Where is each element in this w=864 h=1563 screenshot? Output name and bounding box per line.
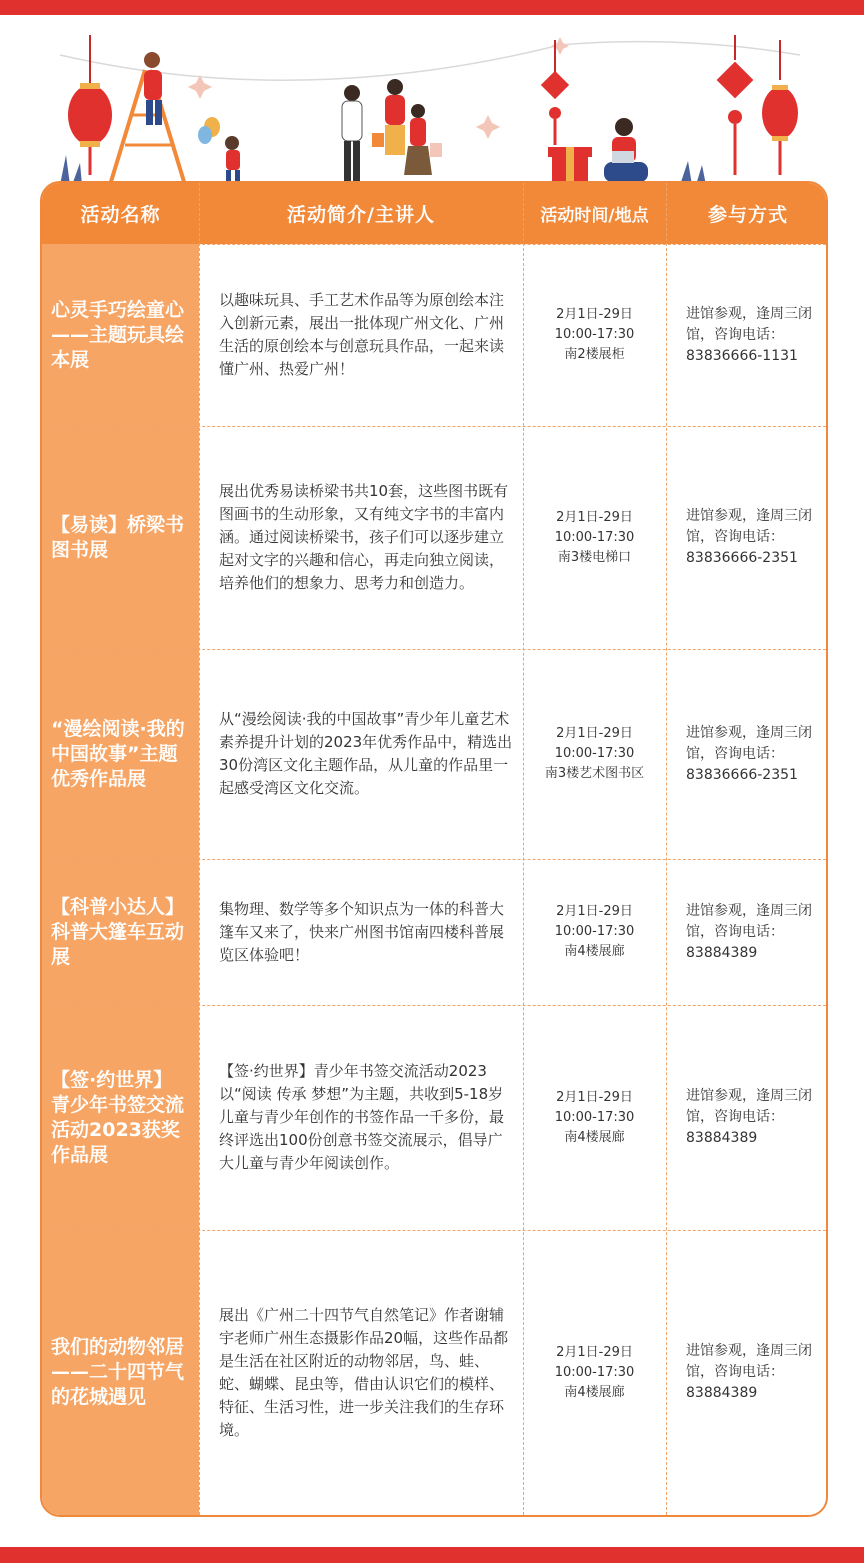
red-lantern-icon — [68, 35, 112, 175]
header-time: 活动时间/地点 — [540, 206, 649, 226]
activity-time: 10:00-17:30 — [554, 1109, 635, 1125]
activity-time: 10:00-17:30 — [554, 1364, 635, 1380]
top-red-bar — [0, 0, 864, 15]
child-illustration — [225, 136, 240, 185]
activity-place: 南4楼展廊 — [564, 1384, 625, 1400]
family-shopping-illustration — [342, 79, 442, 181]
activity-place: 南2楼展柜 — [564, 347, 625, 362]
activity-name: 我们的动物邻居——二十四节气的花城遇见 — [51, 1336, 185, 1408]
activity-date: 2月1日-29日 — [556, 904, 633, 919]
ladder-person-illustration — [110, 52, 185, 185]
table-row — [42, 244, 826, 426]
activity-time-place — [523, 1005, 666, 1230]
table-row — [42, 649, 826, 859]
activity-join: 进馆参观，逢周三闭馆，咨询电话：83836666-2351 — [686, 724, 812, 783]
activity-table — [40, 181, 828, 1517]
activity-time-place — [523, 1230, 666, 1515]
activity-time: 10:00-17:30 — [554, 924, 635, 939]
activity-desc: 从“漫绘阅读·我的中国故事”青少年儿童艺术素养提升计划的2023年优秀作品中，精选出30份湾区文化主题作品，从儿童的作品里一起感受湾区文化交流。 — [219, 710, 513, 797]
activity-date: 2月1日-29日 — [556, 1089, 633, 1105]
activity-join: 进馆参观，逢周三闭馆，咨询电话：83884389 — [686, 1088, 812, 1146]
activity-time-place — [523, 244, 666, 426]
activity-time-place — [523, 649, 666, 859]
activity-place: 南3楼艺术图书区 — [544, 766, 645, 781]
activity-time: 10:00-17:30 — [554, 327, 635, 342]
bottom-red-bar — [0, 1547, 864, 1563]
activity-name: 【易读】桥梁书图书展 — [51, 513, 185, 561]
activity-time-place — [523, 426, 666, 649]
sparkle-icon — [188, 37, 569, 139]
person-laptop-illustration — [604, 118, 648, 182]
activity-place: 南4楼展廊 — [564, 944, 625, 959]
balloon-icon — [198, 117, 220, 144]
activity-name: 【科普小达人】科普大篷车互动展 — [51, 895, 185, 968]
gift-box-icon — [548, 147, 592, 185]
activity-desc: 集物理、数学等多个知识点为一体的科普大篷车又来了，快来广州图书馆南四楼科普展览区体验吧！ — [219, 899, 505, 964]
activity-desc: 以趣味玩具、手工艺术作品等为原创绘本注入创新元素，展出一批体现广州文化、广州生活的原创绘本与创意玩具作品，一起来读懂广州、热爱广州！ — [219, 291, 505, 378]
activity-date: 2月1日-29日 — [556, 726, 633, 741]
activity-date: 2月1日-29日 — [556, 1344, 633, 1360]
activity-join: 进馆参观，逢周三闭馆，咨询电话：83884389 — [686, 1343, 812, 1401]
activity-time: 10:00-17:30 — [554, 746, 635, 761]
activity-name: 【签·约世界】青少年书签交流活动2023获奖作品展 — [51, 1068, 185, 1166]
activity-date: 2月1日-29日 — [556, 509, 633, 525]
activity-join: 进馆参观，逢周三闭馆，咨询电话：83836666-1131 — [686, 305, 812, 364]
activity-place: 南3楼电梯口 — [557, 549, 632, 565]
header-join: 参与方式 — [707, 204, 788, 226]
table-row — [42, 1230, 826, 1515]
activity-name: 心灵手巧绘童心——主题玩具绘本展 — [51, 298, 185, 371]
activity-desc: 【签·约世界】青少年书签交流活动2023以“阅读 传承 梦想”为主题，共收到5-18岁儿童与青少年创作的书签作品一千多份，最终评选出100份创意书签交流展示，倡导广大儿童与青少年阅读创作。 — [219, 1062, 505, 1172]
header-name: 活动名称 — [80, 204, 161, 226]
table-row — [42, 1005, 826, 1230]
activity-join: 进馆参观，逢周三闭馆，咨询电话：83884389 — [686, 902, 812, 961]
header-illustration — [0, 15, 864, 190]
table-row — [42, 426, 826, 649]
activity-name: “漫绘阅读·我的中国故事”主题优秀作品展 — [51, 717, 185, 790]
activity-time: 10:00-17:30 — [554, 529, 635, 545]
red-lantern-icon — [717, 35, 798, 175]
activity-time-place — [523, 859, 666, 1005]
chinese-knot-icon — [541, 40, 569, 145]
activity-date: 2月1日-29日 — [556, 307, 633, 322]
table-row — [42, 859, 826, 1005]
activity-desc: 展出优秀易读桥梁书共10套，这些图书既有图画书的生动形象，又有纯文字书的丰富内涵。通过阅读桥梁书，孩子们可以逐步建立起对文字的兴趣和信心，再走向独立阅读，培养他们的想象力、思考力和创造力。 — [219, 482, 509, 592]
activity-join: 进馆参观，逢周三闭馆，咨询电话：83836666-2351 — [686, 508, 812, 566]
activity-place: 南4楼展廊 — [564, 1129, 625, 1145]
activity-desc: 展出《广州二十四节气自然笔记》作者谢辅宇老师广州生态摄影作品20幅，这些作品都是生活在社区附近的动物邻居，鸟、蛙、蛇、蝴蝶、昆虫等，借由认识它们的模样、特征、生活习性，进一步关注我们的生存环境。 — [219, 1305, 509, 1439]
header-desc: 活动简介/主讲人 — [287, 204, 435, 226]
table-header — [42, 183, 826, 244]
